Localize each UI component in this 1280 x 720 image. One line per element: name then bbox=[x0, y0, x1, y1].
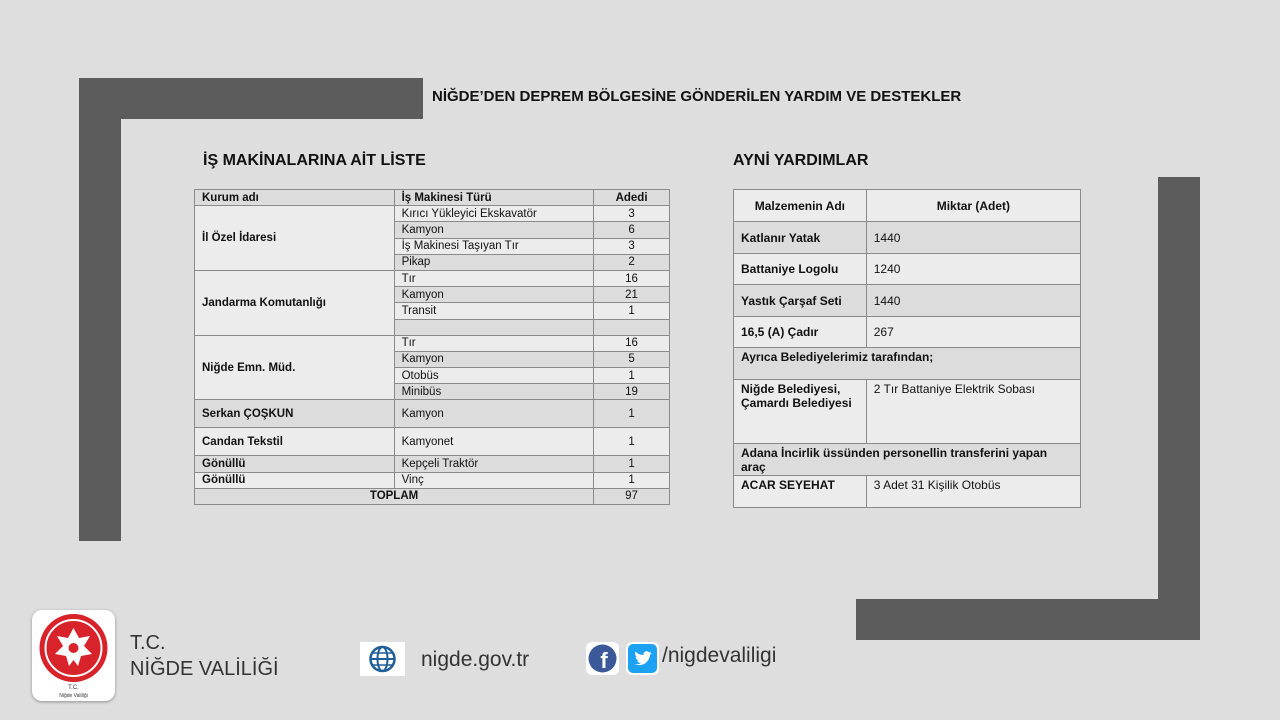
table-row bbox=[195, 456, 670, 472]
acar-name: ACAR SEYEHAT bbox=[734, 476, 867, 508]
frame-bottom-right-bar bbox=[856, 599, 1200, 640]
org-cell: İl Özel İdaresi bbox=[195, 206, 395, 271]
municipality-note: Ayrıca Belediyelerimiz tarafından; bbox=[734, 348, 1081, 380]
type-cell: Kamyon bbox=[394, 400, 594, 428]
incirlik-note: Adana İncirlik üssünden personellin transferini yapan araç bbox=[734, 444, 1081, 476]
type-cell: Pikap bbox=[394, 254, 594, 270]
table-row bbox=[195, 270, 670, 286]
machines-section-title: İŞ MAKİNALARINA AİT LİSTE bbox=[203, 152, 426, 169]
count-cell: 1 bbox=[594, 472, 670, 488]
twitter-icon[interactable] bbox=[626, 642, 659, 675]
quantity-cell: 1440 bbox=[866, 285, 1080, 317]
seal-icon bbox=[32, 610, 115, 701]
frame-left-bar bbox=[79, 78, 121, 541]
material-cell: Katlanır Yatak bbox=[734, 222, 867, 254]
material-cell: Battaniye Logolu bbox=[734, 254, 867, 285]
count-cell: 1 bbox=[594, 368, 670, 384]
table-header-row bbox=[195, 190, 670, 206]
svg-text:f: f bbox=[600, 648, 608, 673]
count-cell: 1 bbox=[594, 428, 670, 456]
website-link[interactable]: nigde.gov.tr bbox=[421, 648, 530, 671]
type-cell: Kırıcı Yükleyici Ekskavatör bbox=[394, 206, 594, 222]
header-type: İş Makinesi Türü bbox=[394, 190, 594, 206]
table-header-row bbox=[734, 190, 1081, 222]
table-row bbox=[195, 206, 670, 222]
count-cell: 3 bbox=[594, 238, 670, 254]
quantity-cell: 1440 bbox=[866, 222, 1080, 254]
frame-right-bar bbox=[1158, 177, 1200, 640]
header-material: Malzemenin Adı bbox=[734, 190, 867, 222]
org-cell: Niğde Emn. Müd. bbox=[195, 335, 395, 400]
social-handle[interactable]: /nigdevaliligi bbox=[662, 644, 777, 667]
type-cell: İş Makinesi Taşıyan Tır bbox=[394, 238, 594, 254]
table-row bbox=[195, 428, 670, 456]
frame-top-left-bar bbox=[79, 78, 423, 119]
municipality-name: Niğde Belediyesi, Çamardı Belediyesi bbox=[734, 380, 867, 444]
material-cell: Yastık Çarşaf Seti bbox=[734, 285, 867, 317]
count-cell: 1 bbox=[594, 303, 670, 319]
table-row bbox=[734, 476, 1081, 508]
acar-value: 3 Adet 31 Kişilik Otobüs bbox=[866, 476, 1080, 508]
logo-caption-1: T.C. bbox=[68, 685, 79, 691]
aid-section-title: AYNİ YARDIMLAR bbox=[733, 152, 869, 169]
page-title: NİĞDE’DEN DEPREM BÖLGESİNE GÖNDERİLEN YARDIM VE DESTEKLER bbox=[432, 88, 962, 105]
total-label: TOPLAM bbox=[195, 488, 594, 504]
type-cell: Kamyon bbox=[394, 351, 594, 367]
type-cell: Kamyon bbox=[394, 287, 594, 303]
org-cell: Jandarma Komutanlığı bbox=[195, 270, 395, 335]
count-cell: 21 bbox=[594, 287, 670, 303]
count-cell: 2 bbox=[594, 254, 670, 270]
org-line-1: T.C. bbox=[130, 632, 166, 654]
header-org: Kurum adı bbox=[195, 190, 395, 206]
table-row bbox=[195, 400, 670, 428]
table-row bbox=[734, 254, 1081, 285]
table-row bbox=[734, 285, 1081, 317]
count-cell: 19 bbox=[594, 384, 670, 400]
machines-table bbox=[194, 189, 670, 505]
facebook-icon[interactable] bbox=[586, 642, 619, 675]
type-cell: Tır bbox=[394, 335, 594, 351]
header-count: Adedi bbox=[594, 190, 670, 206]
type-cell: Otobüs bbox=[394, 368, 594, 384]
header-quantity: Miktar (Adet) bbox=[866, 190, 1080, 222]
quantity-cell: 267 bbox=[866, 317, 1080, 348]
type-cell: Kepçeli Traktör bbox=[394, 456, 594, 472]
type-cell bbox=[394, 319, 594, 335]
count-cell: 3 bbox=[594, 206, 670, 222]
org-line-2: NİĞDE VALİLİĞİ bbox=[130, 658, 279, 680]
total-value: 97 bbox=[594, 488, 670, 504]
municipality-value: 2 Tır Battaniye Elektrik Sobası bbox=[866, 380, 1080, 444]
type-cell: Vinç bbox=[394, 472, 594, 488]
org-name bbox=[130, 630, 279, 682]
type-cell: Kamyonet bbox=[394, 428, 594, 456]
type-cell: Minibüs bbox=[394, 384, 594, 400]
org-cell: Gönüllü bbox=[195, 472, 395, 488]
org-cell: Gönüllü bbox=[195, 456, 395, 472]
aid-table bbox=[733, 189, 1081, 508]
count-cell: 16 bbox=[594, 270, 670, 286]
table-row bbox=[195, 335, 670, 351]
type-cell: Kamyon bbox=[394, 222, 594, 238]
count-cell bbox=[594, 319, 670, 335]
quantity-cell: 1240 bbox=[866, 254, 1080, 285]
governorship-logo bbox=[32, 610, 115, 701]
table-row bbox=[734, 348, 1081, 380]
globe-icon bbox=[360, 642, 405, 676]
type-cell: Tır bbox=[394, 270, 594, 286]
table-row bbox=[734, 317, 1081, 348]
org-cell: Candan Tekstil bbox=[195, 428, 395, 456]
count-cell: 1 bbox=[594, 456, 670, 472]
material-cell: 16,5 (A) Çadır bbox=[734, 317, 867, 348]
total-row bbox=[195, 488, 670, 504]
count-cell: 16 bbox=[594, 335, 670, 351]
count-cell: 6 bbox=[594, 222, 670, 238]
org-cell: Serkan ÇOŞKUN bbox=[195, 400, 395, 428]
table-row bbox=[734, 222, 1081, 254]
count-cell: 1 bbox=[594, 400, 670, 428]
logo-caption-2: Niğde Valiliği bbox=[59, 693, 88, 699]
type-cell: Transit bbox=[394, 303, 594, 319]
table-row bbox=[734, 444, 1081, 476]
table-row bbox=[195, 472, 670, 488]
count-cell: 5 bbox=[594, 351, 670, 367]
table-row bbox=[734, 380, 1081, 444]
